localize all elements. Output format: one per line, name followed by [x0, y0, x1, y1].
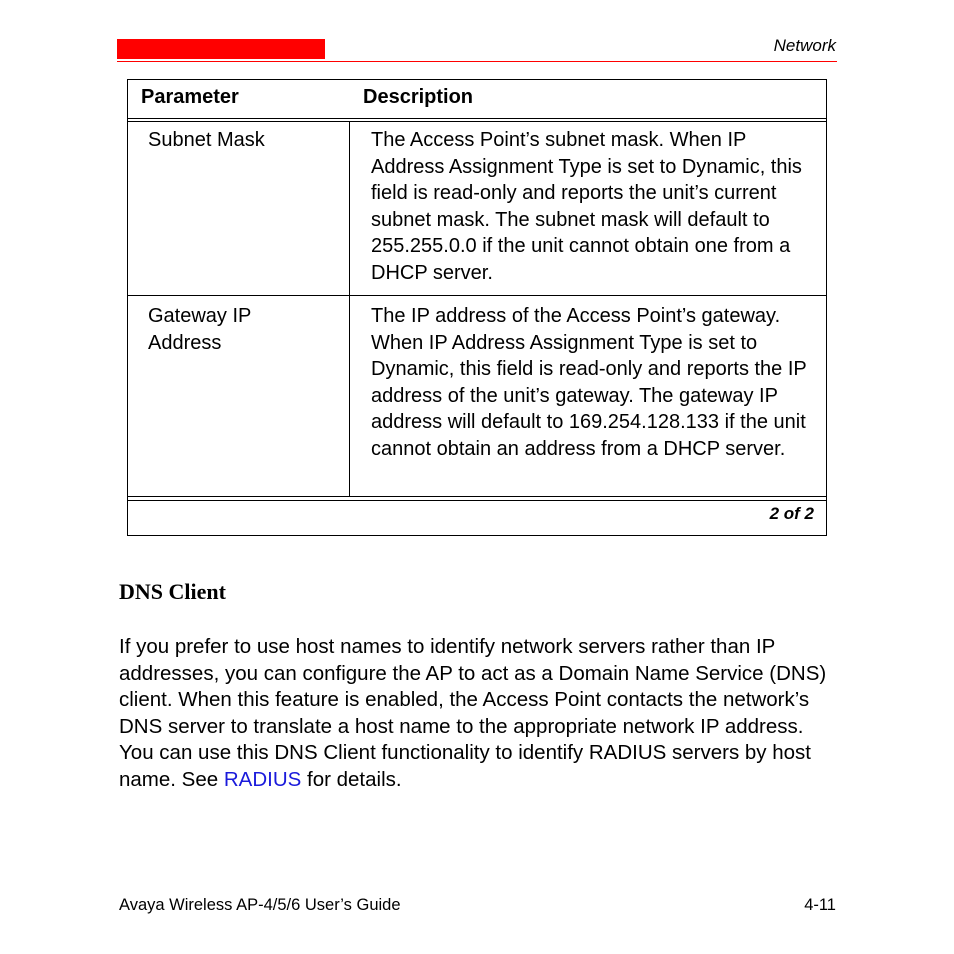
table-page-indicator: 2 of 2: [769, 504, 814, 523]
description-cell: The IP address of the Access Point’s gateway. When IP Address Assignment Type is set to Dynamic, this field is read-only and reports the IP address of the unit’s gateway. The gateway IP address will default to 169.254.128.133 if the unit cannot obtain an address from a DHCP server.: [371, 305, 807, 460]
paragraph-text-end: for details.: [301, 767, 402, 791]
description-cell: The Access Point’s subnet mask. When IP Address Assignment Type is set to Dynamic, this field is read-only and reports the unit’s current subnet mask. The subnet mask will default to 255.255.0.0 if the unit cannot obtain one from a DHCP server.: [371, 129, 802, 284]
table-header-row: [128, 80, 826, 118]
paragraph-text: If you prefer to use host names to identify network servers rather than IP addresses, you can configure the AP to act as a Domain Name Service (DNS) client. When this feature is enabled, the Access Point contacts the network’s DNS server to translate a host name to the appropriate network IP address. You can use this DNS Client functionality to identify RADIUS servers by host name. See: [119, 635, 827, 791]
column-divider: [349, 121, 350, 496]
parameter-table: [127, 79, 827, 536]
header-divider-double: [128, 121, 826, 122]
parameter-cell: Subnet Mask: [148, 129, 265, 151]
radius-link[interactable]: RADIUS: [223, 767, 302, 791]
parameter-cell: Gateway IP Address: [148, 305, 252, 354]
header-rule: [117, 61, 837, 62]
column-header-parameter: Parameter: [141, 86, 239, 108]
column-header-description: Description: [363, 86, 474, 108]
running-header-section: Network: [773, 36, 836, 55]
footer-page-number: 4-11: [804, 896, 836, 914]
body-paragraph: [119, 634, 839, 793]
footer-guide-title: Avaya Wireless AP-4/5/6 User’s Guide: [119, 896, 401, 914]
section-title: DNS Client: [119, 579, 226, 604]
table-footer-divider-double: [128, 500, 826, 501]
header-divider: [128, 118, 826, 119]
table-footer-divider: [128, 496, 826, 497]
header-accent-bar: [117, 39, 325, 59]
row-divider: [128, 295, 826, 296]
